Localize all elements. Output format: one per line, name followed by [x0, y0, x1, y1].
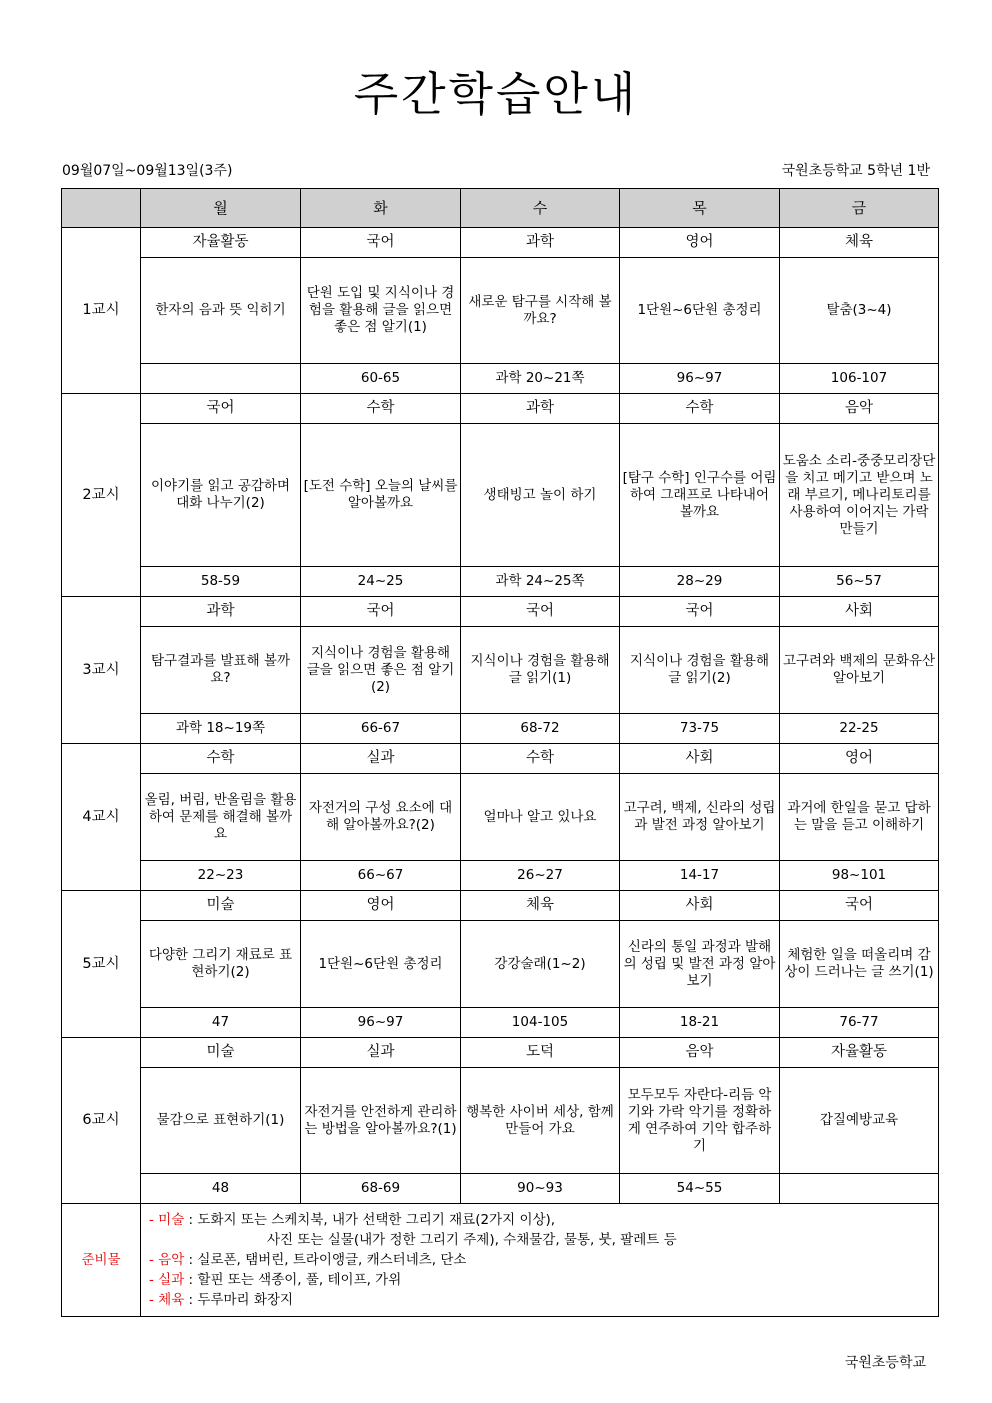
subject-row	[62, 891, 939, 921]
page-range-cell: 과학 18~19쪽	[141, 714, 301, 744]
subject-cell: 국어	[301, 228, 461, 258]
lesson-content-cell: [도전 수학] 오늘의 날씨를 알아볼까요	[301, 424, 461, 567]
page-range-cell: 66-67	[301, 714, 461, 744]
subject-cell: 자율활동	[780, 1038, 939, 1068]
lesson-content-cell: 한자의 음과 뜻 익히기	[141, 258, 301, 364]
content-row	[62, 258, 939, 364]
lesson-content-cell: 고구려와 백제의 문화유산 알아보기	[780, 627, 939, 714]
pages-row	[62, 364, 939, 394]
lesson-content-cell: 과거에 한일을 묻고 답하는 말을 듣고 이해하기	[780, 774, 939, 861]
page-range-cell: 14-17	[620, 861, 780, 891]
footer-school: 국원초등학교	[844, 1355, 926, 1371]
page-range-cell: 76-77	[780, 1008, 939, 1038]
prep-items-text: 도화지 또는 스케치북, 내가 선택한 그리기 재료(2가지 이상),	[197, 1212, 556, 1228]
page-range-cell: 과학 20~21쪽	[461, 364, 620, 394]
schedule-body	[62, 228, 939, 1204]
subject-cell: 음악	[620, 1038, 780, 1068]
page-range-cell: 47	[141, 1008, 301, 1038]
prep-item-continued	[149, 1230, 930, 1250]
prep-category: 음악	[158, 1252, 185, 1268]
page-range-cell: 과학 24~25쪽	[461, 567, 620, 597]
page-range-cell: 96~97	[301, 1008, 461, 1038]
page-range-cell: 26~27	[461, 861, 620, 891]
subject-row	[62, 744, 939, 774]
subject-row	[62, 597, 939, 627]
content-row	[62, 921, 939, 1008]
lesson-content-cell: 지식이나 경험을 활용해 글을 읽으면 좋은 점 알기(2)	[301, 627, 461, 714]
period-label: 2교시	[62, 394, 141, 597]
day-header-mon: 월	[141, 189, 301, 228]
lesson-content-cell: 얼마나 알고 있나요	[461, 774, 620, 861]
subject-cell: 음악	[780, 394, 939, 424]
pages-row	[62, 714, 939, 744]
period-label: 4교시	[62, 744, 141, 891]
subject-cell: 사회	[620, 891, 780, 921]
lesson-content-cell: 1단원~6단원 총정리	[620, 258, 780, 364]
page-range-cell: 68-72	[461, 714, 620, 744]
weekly-schedule-table	[61, 188, 939, 1317]
subject-cell: 수학	[461, 744, 620, 774]
lesson-content-cell: 물감으로 표현하기(1)	[141, 1068, 301, 1174]
prep-category: 미술	[158, 1212, 185, 1228]
prep-item: - 실과 : 할핀 또는 색종이, 풀, 테이프, 가위	[149, 1272, 402, 1288]
lesson-content-cell: 체험한 일을 떠올리며 감상이 드러나는 글 쓰기(1)	[780, 921, 939, 1008]
lesson-content-cell: 고구려, 백제, 신라의 성립과 발전 과정 알아보기	[620, 774, 780, 861]
page-range-cell: 73-75	[620, 714, 780, 744]
subject-cell: 미술	[141, 891, 301, 921]
subject-cell: 자율활동	[141, 228, 301, 258]
page-range-cell: 104-105	[461, 1008, 620, 1038]
page-range-cell: 48	[141, 1174, 301, 1204]
day-header-thu: 목	[620, 189, 780, 228]
subject-cell: 국어	[301, 597, 461, 627]
day-header-wed: 수	[461, 189, 620, 228]
prep-item: - 음악 : 실로폰, 탬버린, 트라이앵글, 캐스터네츠, 단소	[149, 1252, 467, 1268]
lesson-content-cell: 강강술래(1~2)	[461, 921, 620, 1008]
page-title: 주간학습안내	[353, 67, 639, 121]
lesson-content-cell: 신라의 통일 과정과 발해의 성립 및 발전 과정 알아보기	[620, 921, 780, 1008]
period-label: 5교시	[62, 891, 141, 1038]
subject-cell: 실과	[301, 1038, 461, 1068]
week-range: 09월07일~09월13일(3주)	[62, 163, 233, 179]
day-header-row	[62, 189, 939, 228]
lesson-content-cell: 지식이나 경험을 활용해 글 읽기(1)	[461, 627, 620, 714]
subject-row	[62, 394, 939, 424]
lesson-content-cell: 자전거를 안전하게 관리하는 방법을 알아볼까요?(1)	[301, 1068, 461, 1174]
page-range-cell: 24~25	[301, 567, 461, 597]
prep-label: 준비물	[62, 1204, 141, 1317]
subject-cell: 과학	[141, 597, 301, 627]
page-range-cell: 66~67	[301, 861, 461, 891]
prep-row	[62, 1204, 939, 1317]
page-range-cell: 90~93	[461, 1174, 620, 1204]
page-range-cell: 56~57	[780, 567, 939, 597]
prep-category: 실과	[158, 1272, 185, 1288]
pages-row	[62, 567, 939, 597]
page-range-cell: 106-107	[780, 364, 939, 394]
day-header-tue: 화	[301, 189, 461, 228]
prep-items-text: 실로폰, 탬버린, 트라이앵글, 캐스터네츠, 단소	[197, 1252, 467, 1268]
page-range-cell	[780, 1174, 939, 1204]
lesson-content-cell: 탈춤(3~4)	[780, 258, 939, 364]
content-row	[62, 774, 939, 861]
page-range-cell: 58-59	[141, 567, 301, 597]
subject-cell: 영어	[301, 891, 461, 921]
page-range-cell: 28~29	[620, 567, 780, 597]
subject-cell: 영어	[780, 744, 939, 774]
subject-cell: 사회	[620, 744, 780, 774]
lesson-content-cell: 이야기를 읽고 공감하며 대화 나누기(2)	[141, 424, 301, 567]
page-range-cell: 60-65	[301, 364, 461, 394]
school-class: 국원초등학교 5학년 1반	[781, 163, 930, 179]
prep-item: - 체육 : 두루마리 화장지	[149, 1292, 293, 1308]
page-range-cell: 98~101	[780, 861, 939, 891]
page-range-cell: 22-25	[780, 714, 939, 744]
page-range-cell: 22~23	[141, 861, 301, 891]
lesson-content-cell: 생태빙고 놀이 하기	[461, 424, 620, 567]
prep-list	[141, 1204, 939, 1317]
subject-row	[62, 1038, 939, 1068]
period-label: 6교시	[62, 1038, 141, 1204]
subject-cell: 과학	[461, 228, 620, 258]
subject-cell: 영어	[620, 228, 780, 258]
corner-cell	[62, 189, 141, 228]
subject-cell: 수학	[301, 394, 461, 424]
lesson-content-cell: 올림, 버림, 반올림을 활용하여 문제를 해결해 볼까요	[141, 774, 301, 861]
lesson-content-cell: 단원 도입 및 지식이나 경험을 활용해 글을 읽으면 좋은 점 알기(1)	[301, 258, 461, 364]
subject-cell: 체육	[461, 891, 620, 921]
lesson-content-cell: 행복한 사이버 세상, 함께 만들어 가요	[461, 1068, 620, 1174]
pages-row	[62, 861, 939, 891]
day-header-fri: 금	[780, 189, 939, 228]
lesson-content-cell: 1단원~6단원 총정리	[301, 921, 461, 1008]
subject-cell: 미술	[141, 1038, 301, 1068]
lesson-content-cell: 지식이나 경험을 활용해 글 읽기(2)	[620, 627, 780, 714]
page-range-cell: 54~55	[620, 1174, 780, 1204]
page-range-cell: 18-21	[620, 1008, 780, 1038]
page-range-cell: 96~97	[620, 364, 780, 394]
subject-cell: 국어	[620, 597, 780, 627]
prep-items-text: 할핀 또는 색종이, 풀, 테이프, 가위	[197, 1272, 402, 1288]
prep-items-text: 두루마리 화장지	[197, 1292, 293, 1308]
content-row	[62, 1068, 939, 1174]
subject-cell: 사회	[780, 597, 939, 627]
subject-cell: 국어	[780, 891, 939, 921]
subject-cell: 국어	[461, 597, 620, 627]
subject-cell: 수학	[620, 394, 780, 424]
lesson-content-cell: 자전거의 구성 요소에 대해 알아볼까요?(2)	[301, 774, 461, 861]
lesson-content-cell: [탐구 수학] 인구수를 어림하여 그래프로 나타내어 볼까요	[620, 424, 780, 567]
page-range-cell: 68-69	[301, 1174, 461, 1204]
pages-row	[62, 1008, 939, 1038]
subject-cell: 체육	[780, 228, 939, 258]
lesson-content-cell: 다양한 그리기 재료로 표현하기(2)	[141, 921, 301, 1008]
period-label: 1교시	[62, 228, 141, 394]
subject-cell: 실과	[301, 744, 461, 774]
subject-cell: 과학	[461, 394, 620, 424]
lesson-content-cell: 갑질예방교육	[780, 1068, 939, 1174]
lesson-content-cell: 도움소 소리-중중모리장단을 치고 메기고 받으며 노래 부르기, 메나리토리를 사용하여 이어지는 가락 만들기	[780, 424, 939, 567]
prep-items-text-cont: 사진 또는 실물(내가 정한 그리기 주제), 수채물감, 물통, 붓, 팔레트 등	[267, 1232, 677, 1248]
period-label: 3교시	[62, 597, 141, 744]
lesson-content-cell: 탐구결과를 발표해 볼까요?	[141, 627, 301, 714]
lesson-content-cell: 모두모두 자란다-리듬 악기와 가락 악기를 정확하게 연주하여 기악 합주하기	[620, 1068, 780, 1174]
pages-row	[62, 1174, 939, 1204]
content-row	[62, 424, 939, 567]
content-row	[62, 627, 939, 714]
page-range-cell	[141, 364, 301, 394]
subject-cell: 국어	[141, 394, 301, 424]
subject-row	[62, 228, 939, 258]
prep-category: 체육	[158, 1292, 185, 1308]
lesson-content-cell: 새로운 탐구를 시작해 볼까요?	[461, 258, 620, 364]
subject-cell: 수학	[141, 744, 301, 774]
prep-item: - 미술 : 도화지 또는 스케치북, 내가 선택한 그리기 재료(2가지 이상),	[149, 1212, 556, 1228]
subject-cell: 도덕	[461, 1038, 620, 1068]
